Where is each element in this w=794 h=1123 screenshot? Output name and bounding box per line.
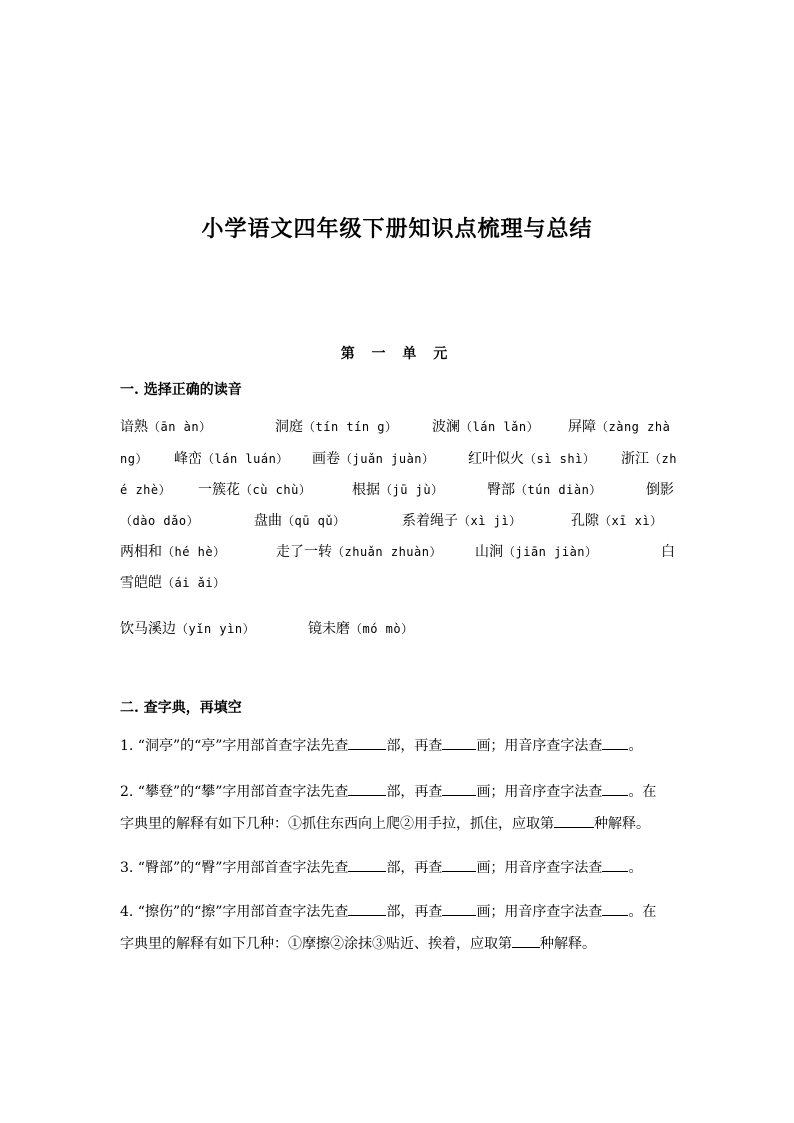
pinyin-item: 波澜（lán lǎn） bbox=[432, 419, 540, 435]
pinyin-item: é zhè） bbox=[120, 483, 172, 497]
pinyin-item: 系着绳子（xì jì） bbox=[402, 513, 522, 529]
pinyin-item: 谙熟（ān àn） bbox=[120, 419, 212, 435]
section-2-heading: 二. 查字典，再填空 bbox=[120, 700, 242, 716]
pinyin-item: 两相和（hé hè） bbox=[120, 544, 226, 560]
document-title: 小学语文四年级下册知识点梳理与总结 bbox=[201, 216, 593, 242]
pinyin-item: 屏障（zàng zhà bbox=[568, 419, 671, 435]
pinyin-item: 孔隙（xī xì） bbox=[571, 513, 663, 529]
pinyin-row-2 bbox=[120, 447, 675, 471]
fill-blank[interactable] bbox=[602, 735, 628, 750]
fill-blank[interactable] bbox=[602, 901, 628, 916]
pinyin-item: 雪皑皑（ái ǎi） bbox=[120, 575, 226, 591]
question-2: 2. “攀登”的“攀”字用部首查字法先查 部，再查 画；用音序查字法查 。在 bbox=[120, 776, 680, 808]
fill-blank[interactable] bbox=[348, 781, 386, 796]
section-1-heading: 一. 选择正确的读音 bbox=[120, 382, 242, 398]
fill-blank[interactable] bbox=[442, 781, 476, 796]
pinyin-row-7 bbox=[120, 617, 675, 641]
pinyin-item: （dào dǎo） bbox=[120, 514, 200, 528]
question-2-line-2: 字典里的解释有如下几种：①抓住东西向上爬②用手拉，抓住，应取第 种解释。 bbox=[120, 808, 680, 840]
pinyin-item: 浙江（zh bbox=[621, 451, 677, 467]
pinyin-row-3 bbox=[120, 478, 675, 502]
pinyin-item: 一簇花（cù chù） bbox=[198, 482, 312, 498]
fill-blank[interactable] bbox=[554, 813, 594, 828]
pinyin-item: 红叶似火（sì shì） bbox=[468, 451, 596, 467]
pinyin-item: 根据（jū jù） bbox=[352, 482, 444, 498]
pinyin-item: 山涧（jiān jiàn） bbox=[475, 544, 598, 560]
pinyin-row-5 bbox=[120, 540, 675, 564]
fill-blank[interactable] bbox=[602, 857, 628, 872]
pinyin-item: 画卷（juǎn juàn） bbox=[312, 451, 435, 467]
fill-blank[interactable] bbox=[348, 857, 386, 872]
question-1: 1. “洞亭”的“亭”字用部首查字法先查 部，再查 画；用音序查字法查 。 bbox=[120, 730, 680, 762]
pinyin-row-6 bbox=[120, 571, 675, 595]
unit-heading: 第 一 单 元 bbox=[340, 346, 454, 362]
pinyin-item: 镜未磨（mó mò） bbox=[308, 621, 414, 637]
pinyin-row-4 bbox=[120, 509, 675, 533]
question-4-line-2: 字典里的解释有如下几种：①摩擦②涂抹③贴近、挨着，应取第 种解释。 bbox=[120, 928, 680, 960]
question-4: 4. “擦伤”的“擦”字用部首查字法先查 部，再查 画；用音序查字法查 。在 bbox=[120, 896, 680, 928]
pinyin-item: 洞庭（tín tín g） bbox=[275, 419, 398, 435]
pinyin-item: 走了一转（zhuǎn zhuàn） bbox=[276, 544, 442, 560]
fill-blank[interactable] bbox=[602, 781, 628, 796]
fill-blank[interactable] bbox=[512, 933, 540, 948]
pinyin-item: ng） bbox=[120, 452, 148, 466]
fill-blank[interactable] bbox=[442, 735, 476, 750]
fill-blank[interactable] bbox=[442, 901, 476, 916]
fill-blank[interactable] bbox=[348, 735, 386, 750]
fill-blank[interactable] bbox=[348, 901, 386, 916]
pinyin-row-1 bbox=[120, 415, 675, 439]
pinyin-item: 臀部（tún diàn） bbox=[487, 482, 602, 498]
pinyin-item: 盘曲（qū qǔ） bbox=[254, 513, 346, 529]
pinyin-item: 峰峦（lán luán） bbox=[174, 451, 289, 467]
pinyin-item: 白 bbox=[661, 544, 675, 560]
question-3: 3. “臀部”的“臀”字用部首查字法先查 部，再查 画；用音序查字法查 。 bbox=[120, 852, 680, 884]
pinyin-item: 倒影 bbox=[646, 482, 674, 498]
fill-blank[interactable] bbox=[442, 857, 476, 872]
pinyin-item: 饮马溪边（yǐn yìn） bbox=[120, 621, 256, 637]
